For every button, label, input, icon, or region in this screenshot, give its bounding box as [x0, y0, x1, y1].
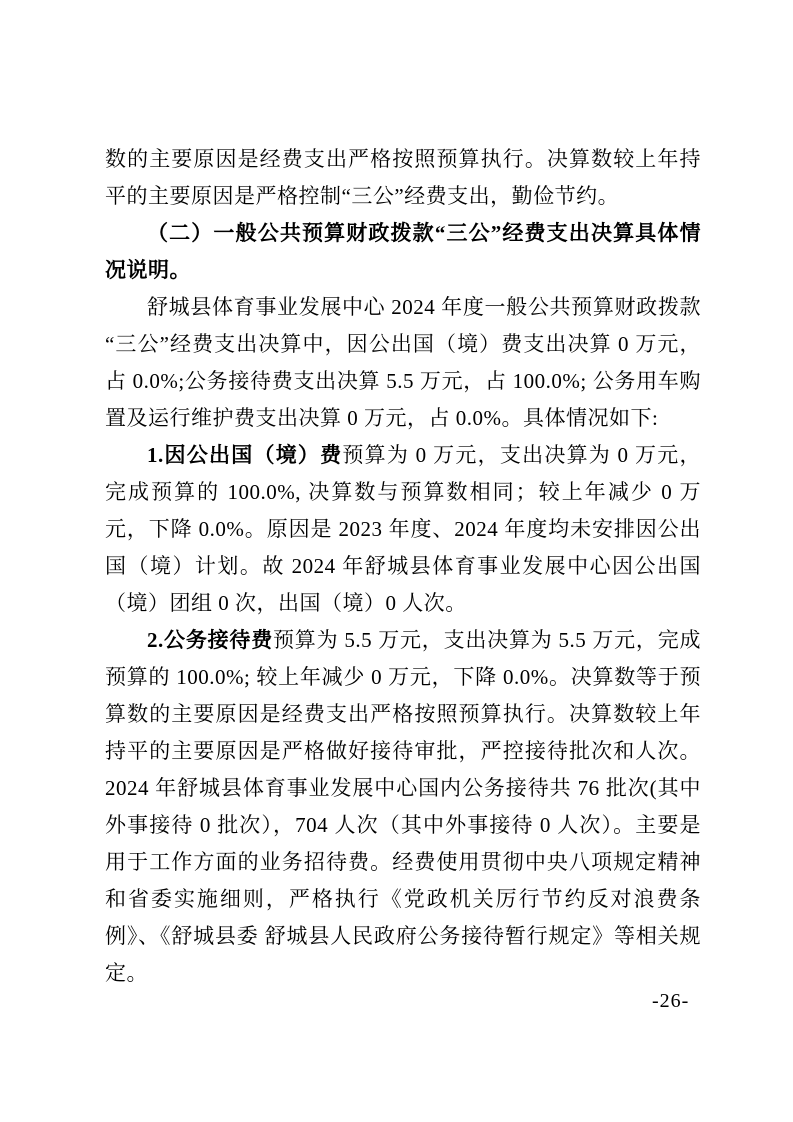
item-1-text: 预算为 0 万元，支出决算为 0 万元，完成预算的 100.0%, 决算数与预算数相同；较上年减少 0 万元，下降 0.0%。原因是 2023 年度、2024 年度均未安排因公出国（境）计划。故 2024 年舒城县体育事业发展中心因公出国（境）团组 0 次，出国（境）0 人次。: [105, 443, 702, 615]
paragraph-item-1: [105, 437, 701, 622]
paragraph-continuation: 数的主要原因是经费支出严格按照预算执行。决算数较上年持平的主要原因是严格控制“三公”经费支出，勤俭节约。: [105, 147, 701, 208]
item-2-label: 2.公务接待费: [147, 628, 273, 652]
paragraph-intro: 舒城县体育事业发展中心 2024 年度一般公共预算财政拨款“三公”经费支出决算中，因公出国（境）费支出决算 0 万元，占 0.0%;公务接待费支出决算 5.5 万元，占 100.0%; 公务用车购置及运行维护费支出决算 0 万元，占 0.0%。具体情况如下:: [105, 295, 701, 430]
page-number: -26-: [652, 990, 690, 1012]
document-body: [105, 141, 701, 992]
item-2-text: 预算为 5.5 万元，支出决算为 5.5 万元，完成预算的 100.0%; 较上年减少 0 万元，下降 0.0%。决算数等于预算数的主要原因是经费支出严格按照预算执行。决算数较上年持平的主要原因是严格做好接待审批，严控接待批次和人次。2024 年舒城县体育事业发展中心国内公务接待共 76 批次(其中外事接待 0 批次），704 人次（其中外事接待 0 人次）。主要是用于工作方面的业务招待费。经费使用贯彻中央八项规定精神和省委实施细则，严格执行《党政机关厉行节约反对浪费条例》、《舒城县委 舒城县人民政府公务接待暂行规定》等相关规定。: [105, 628, 702, 985]
paragraph-item-2: [105, 622, 701, 992]
section-heading: （二）一般公共预算财政拨款“三公”经费支出决算具体情况说明。: [105, 221, 701, 282]
item-1-label: 1.因公出国（境）费: [147, 443, 343, 467]
